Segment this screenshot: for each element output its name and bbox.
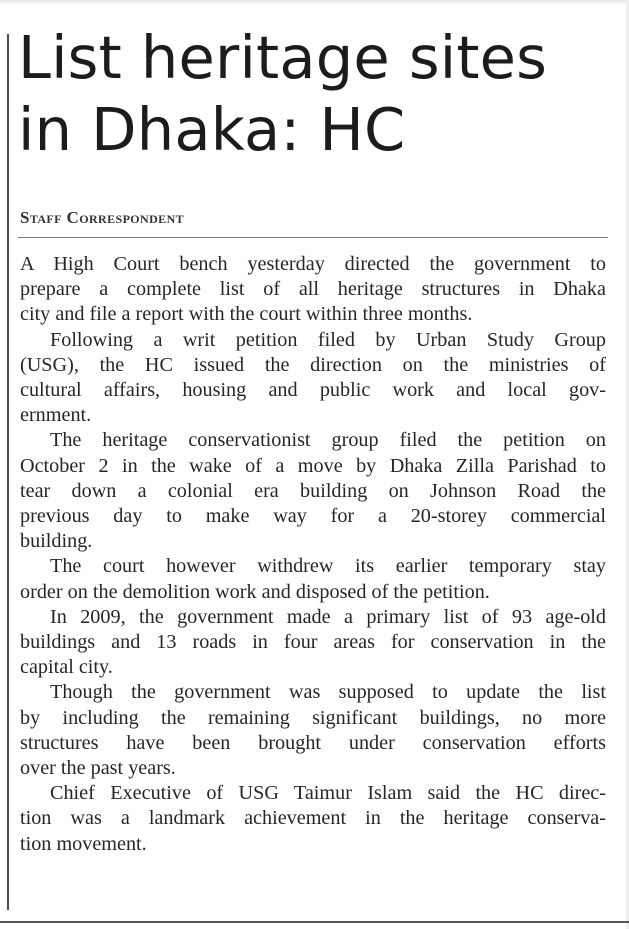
body-line: Chief Executive of USG Taimur Islam said the HC direc-	[50, 782, 606, 805]
body-line: The heritage conservationist group filed the petition on	[50, 429, 606, 452]
body-line: order on the demolition work and disposed of the petition.	[20, 580, 490, 603]
body-line: A High Court bench yesterday directed the government to	[20, 253, 606, 275]
article-body	[20, 252, 606, 857]
body-line: tear down a colonial era building on Johnson Road the	[20, 479, 606, 502]
body-line: In 2009, the government made a primary list of 93 age-old	[50, 605, 606, 628]
headline-line: List heritage sites	[18, 23, 548, 92]
body-line: by including the remaining significant buildings, no more	[20, 706, 606, 729]
body-line: over the past years.	[20, 757, 176, 780]
body-line: tion movement.	[20, 832, 147, 855]
byline: Staff Correspondent	[20, 208, 185, 227]
top-border	[0, 0, 629, 5]
headline-line: in Dhaka: HC	[18, 95, 406, 164]
byline-divider	[18, 237, 608, 238]
body-line: tion was a landmark achievement in the heritage conserva-	[20, 807, 606, 830]
body-line: structures have been brought under conservation efforts	[20, 731, 606, 754]
body-line: capital city.	[20, 656, 113, 679]
body-line: October 2 in the wake of a move by Dhaka Zilla Parishad to	[20, 454, 606, 477]
body-line: city and file a report with the court within three months.	[20, 303, 473, 326]
body-line: (USG), the HC issued the direction on the ministries of	[20, 353, 606, 376]
body-line: prepare a complete list of all heritage structures in Dhaka	[20, 278, 606, 301]
body-line: previous day to make way for a 20-storey commercial	[20, 505, 606, 528]
body-line: Though the government was supposed to update the list	[50, 681, 606, 704]
bottom-border	[0, 921, 629, 923]
body-line: ernment.	[20, 404, 92, 427]
body-line: cultural affairs, housing and public work and local gov-	[20, 379, 606, 402]
body-line: The court however withdrew its earlier temporary stay	[50, 555, 606, 578]
body-line: building.	[20, 530, 93, 553]
headline	[18, 22, 623, 166]
body-line: Following a writ petition filed by Urban Study Group	[50, 328, 606, 351]
body-line: buildings and 13 roads in four areas for conservation in the	[20, 631, 606, 654]
column-left-rule	[7, 34, 9, 910]
